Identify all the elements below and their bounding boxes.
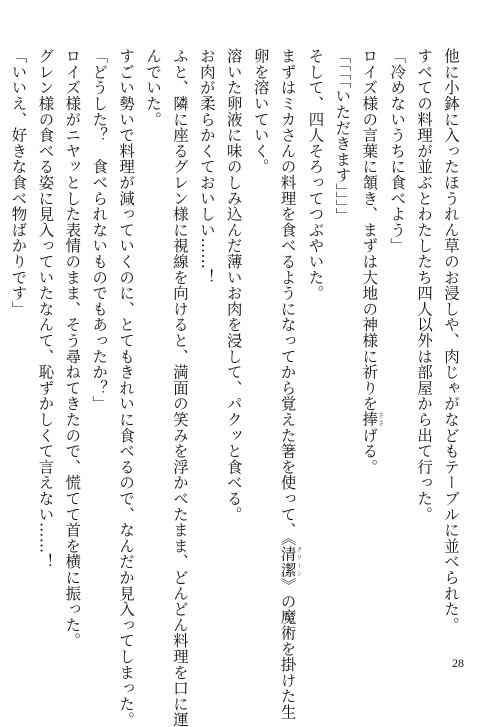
text-line: 卵を溶いていく。 [251, 48, 270, 175]
text-line: 「いいえ、好きな食べ物ばかりです」 [9, 48, 28, 317]
text-line-with-ruby: まずはミカさんの料理を食べるようになってから覚えた箸を使って、《清潔 クリーン》の魔術を掛けた生 [278, 48, 302, 720]
text-line: 他に小鉢に入ったほうれん草のお浸しや、肉じゃがなどもテーブルに並べられた。 [442, 48, 460, 633]
ruby-reading: ささ [377, 411, 384, 428]
text-line: ふと、隣に座るグレン様に視線を向けると、満面の笑みを浮かべたまま、どんどん料理を口に運 [170, 48, 189, 727]
text-line: お肉が柔らかくておいしい……！ [197, 48, 216, 285]
ruby-base: 捧 [360, 411, 379, 428]
ruby-sasa [360, 411, 384, 428]
text-line: 溶いた卵液に味のしみ込んだ薄いお肉を浸して、パクッと食べる。 [224, 48, 243, 522]
text-line: すべての料理が並ぶとわたしたち四人以外は部屋から出て行った。 [415, 48, 434, 522]
text-line: 「「「「いただきます」」」」 [333, 48, 352, 223]
ruby-clean [278, 545, 302, 578]
ruby-reading: クリーン [295, 545, 302, 578]
text-line: 「どうした？ 食べられないものでもあったか？」 [90, 48, 109, 412]
ruby-base: 清潔 [278, 545, 297, 578]
text-line: グレン様の食べる姿に見入っていたなんて、恥ずかしくて言えない……！ [36, 48, 55, 570]
text-line-with-ruby: ロイズ様の言葉に頷き、まずは大地の神様に祈りを捧 ささげる。 [360, 48, 384, 475]
text-line: んでいた。 [144, 48, 163, 127]
text-line: すごい勢いで料理が減っていくのに、とてもきれいに食べるので、なんだか見入ってしまった。 [117, 48, 136, 727]
text-line: ロイズ様がニヤッとした表情のまま、そう尋ねてきたので、慌てて首を横に振った。 [63, 48, 82, 649]
text-line: そして、四人そろってつぶやいた。 [306, 48, 325, 301]
text-line: 「冷めないうちに食べよう」 [388, 48, 407, 254]
page-number: 28 [452, 656, 464, 670]
